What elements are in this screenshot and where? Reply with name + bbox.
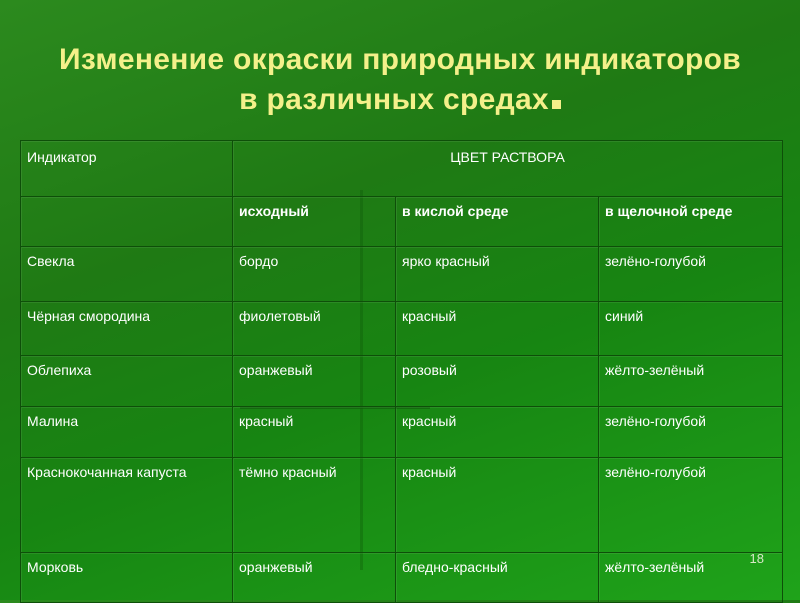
original-color-cell: красный bbox=[233, 407, 396, 458]
acid-color-cell: красный bbox=[396, 302, 599, 356]
original-color-cell: оранжевый bbox=[233, 356, 396, 407]
original-color-cell: бордо bbox=[233, 247, 396, 302]
acid-color-cell: ярко красный bbox=[396, 247, 599, 302]
alkaline-color-cell: жёлто-зелёный bbox=[599, 356, 783, 407]
table-row bbox=[21, 458, 783, 553]
table-row bbox=[21, 302, 783, 356]
table-row bbox=[21, 407, 783, 458]
table-row bbox=[21, 247, 783, 302]
title-line-2 bbox=[0, 80, 800, 120]
table-row bbox=[21, 553, 783, 603]
original-color-cell: фиолетовый bbox=[233, 302, 396, 356]
indicator-cell: Краснокочанная капуста bbox=[21, 458, 233, 553]
alkaline-color-cell: зелёно-голубой bbox=[599, 458, 783, 553]
indicator-cell: Свекла bbox=[21, 247, 233, 302]
original-color-cell: оранжевый bbox=[233, 553, 396, 603]
subheader-alkaline: в щелочной среде bbox=[599, 197, 783, 247]
acid-color-cell: бледно-красный bbox=[396, 553, 599, 603]
title-line-1: Изменение окраски природных индикаторов bbox=[59, 43, 741, 76]
indicator-cell: Морковь bbox=[21, 553, 233, 603]
table-header-row bbox=[21, 141, 783, 197]
indicator-table bbox=[20, 140, 783, 603]
alkaline-color-cell: жёлто-зелёный bbox=[599, 553, 783, 603]
subheader-original: исходный bbox=[233, 197, 396, 247]
alkaline-color-cell: зелёно-голубой bbox=[599, 247, 783, 302]
table-row bbox=[21, 356, 783, 407]
indicator-cell: Чёрная смородина bbox=[21, 302, 233, 356]
square-bullet-icon bbox=[552, 100, 561, 109]
original-color-cell: тёмно красный bbox=[233, 458, 396, 553]
title-line-2-text: в различных средах bbox=[239, 83, 549, 116]
subheader-acid: в кислой среде bbox=[396, 197, 599, 247]
indicator-cell: Облепиха bbox=[21, 356, 233, 407]
empty-cell bbox=[21, 197, 233, 247]
alkaline-color-cell: синий bbox=[599, 302, 783, 356]
acid-color-cell: красный bbox=[396, 407, 599, 458]
indicator-cell: Малина bbox=[21, 407, 233, 458]
acid-color-cell: красный bbox=[396, 458, 599, 553]
table-subheader-row bbox=[21, 197, 783, 247]
color-header: ЦВЕТ РАСТВОРА bbox=[233, 141, 783, 197]
indicator-header: Индикатор bbox=[21, 141, 233, 197]
alkaline-color-cell: зелёно-голубой bbox=[599, 407, 783, 458]
page-number: 18 bbox=[749, 551, 764, 566]
slide-title bbox=[0, 40, 800, 120]
acid-color-cell: розовый bbox=[396, 356, 599, 407]
